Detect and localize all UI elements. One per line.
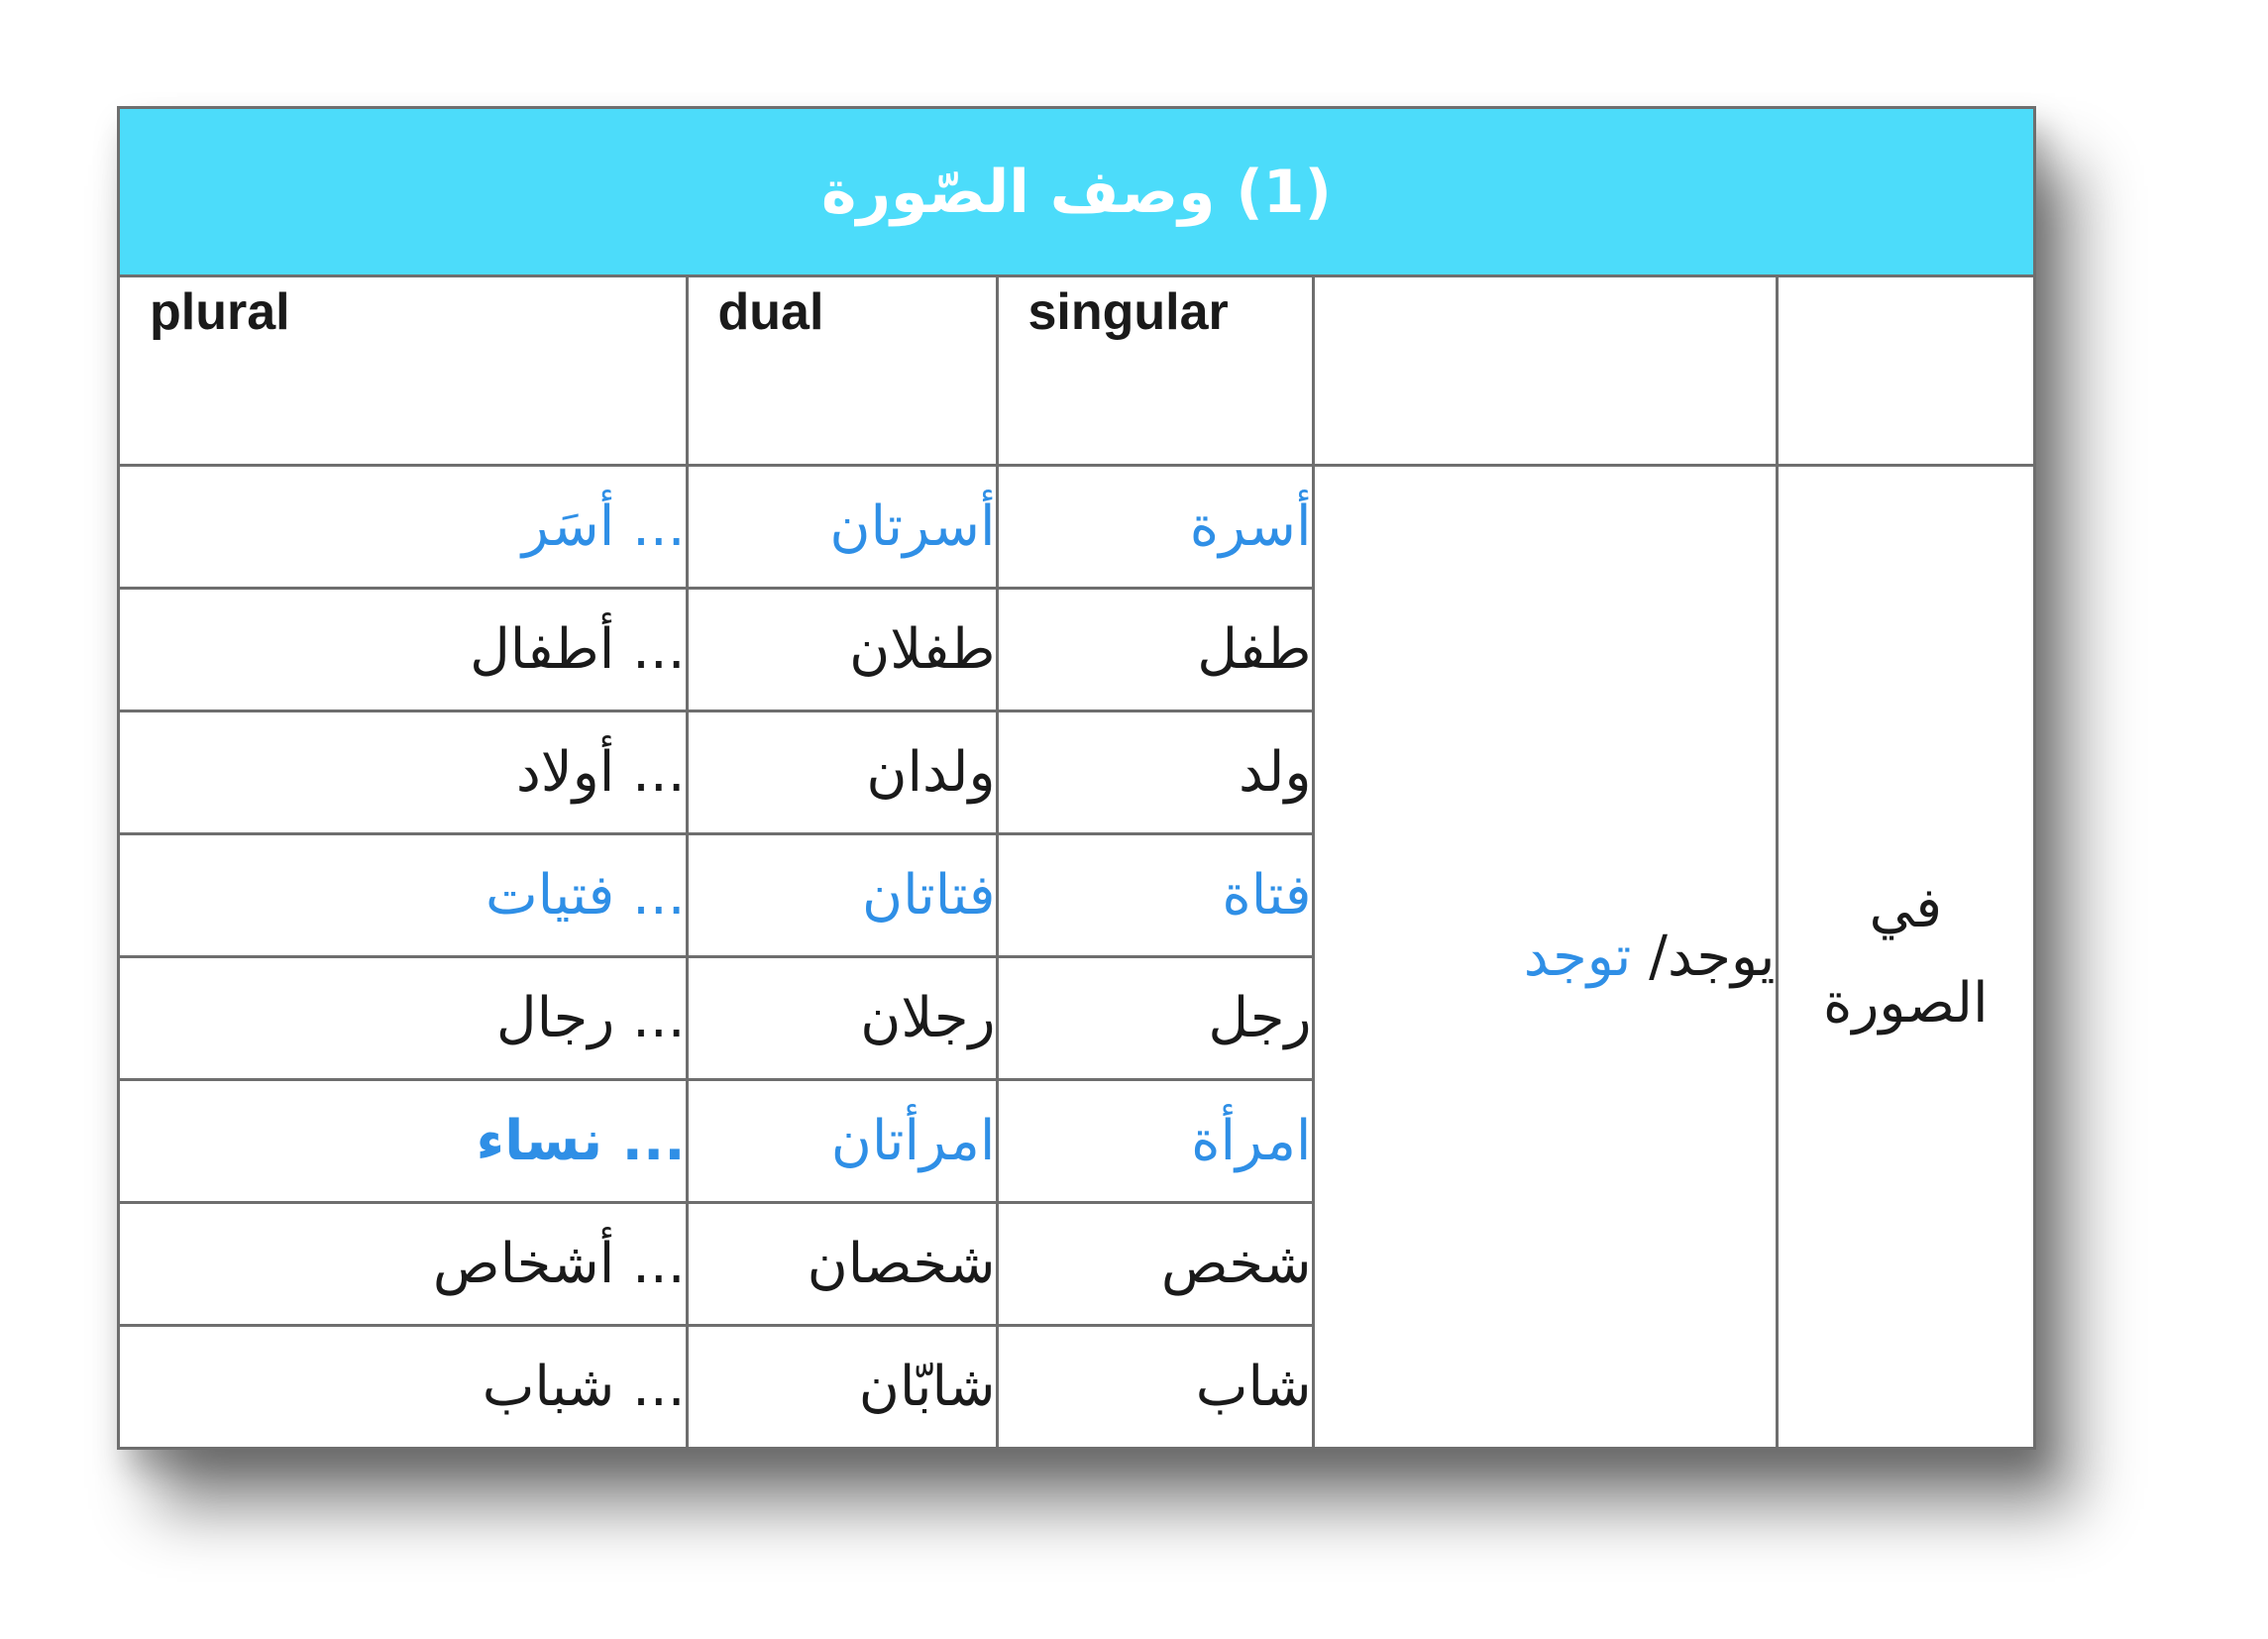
plural-cell: ... أسَر [120, 465, 687, 588]
grammar-card [117, 106, 2036, 1450]
location-cell [1777, 465, 2033, 1448]
header-row [120, 274, 2033, 465]
existence-cell [1313, 465, 1777, 1448]
plural-cell: ... رجال [120, 956, 687, 1079]
header-col4 [1315, 274, 1776, 282]
table-row [120, 465, 2033, 588]
header-col5 [1779, 274, 2034, 282]
plural-cell: ... فتيات [120, 833, 687, 956]
location-line2: الصورة [1823, 971, 1989, 1036]
plural-cell: ... شباب [120, 1325, 687, 1448]
number-forms-table [120, 274, 2033, 1450]
singular-cell: شاب [997, 1325, 1313, 1448]
existence-fem: توجد [1523, 924, 1632, 989]
dual-cell: شخصان [687, 1202, 997, 1325]
header-empty-cell-4 [1313, 274, 1777, 465]
singular-cell: طفل [997, 588, 1313, 710]
header-singular-cell [997, 274, 1313, 465]
singular-cell: رجل [997, 956, 1313, 1079]
singular-cell: فتاة [997, 833, 1313, 956]
header-plural-cell [120, 274, 687, 465]
dual-cell: أسرتان [687, 465, 997, 588]
existence-masc: يوجد/ [1649, 924, 1776, 989]
dual-cell: رجلان [687, 956, 997, 1079]
header-dual-cell [687, 274, 997, 465]
title-bar [120, 109, 2033, 277]
location-line1: في [1869, 876, 1942, 940]
singular-cell: امرأة [997, 1079, 1313, 1202]
header-singular: singular [1027, 283, 1229, 341]
card-title: (1) وصف الصّورة [821, 157, 1332, 227]
dual-cell: امرأتان [687, 1079, 997, 1202]
dual-cell: شابّان [687, 1325, 997, 1448]
plural-cell: ... نساء [120, 1079, 687, 1202]
singular-cell: ولد [997, 710, 1313, 833]
singular-cell: أسرة [997, 465, 1313, 588]
dual-cell: فتاتان [687, 833, 997, 956]
singular-cell: شخص [997, 1202, 1313, 1325]
dual-cell: طفلان [687, 588, 997, 710]
header-plural: plural [150, 283, 290, 341]
dual-cell: ولدان [687, 710, 997, 833]
header-empty-cell-5 [1777, 274, 2033, 465]
plural-cell: ... أطفال [120, 588, 687, 710]
plural-cell: ... أولاد [120, 710, 687, 833]
header-dual: dual [717, 283, 824, 341]
plural-cell: ... أشخاص [120, 1202, 687, 1325]
